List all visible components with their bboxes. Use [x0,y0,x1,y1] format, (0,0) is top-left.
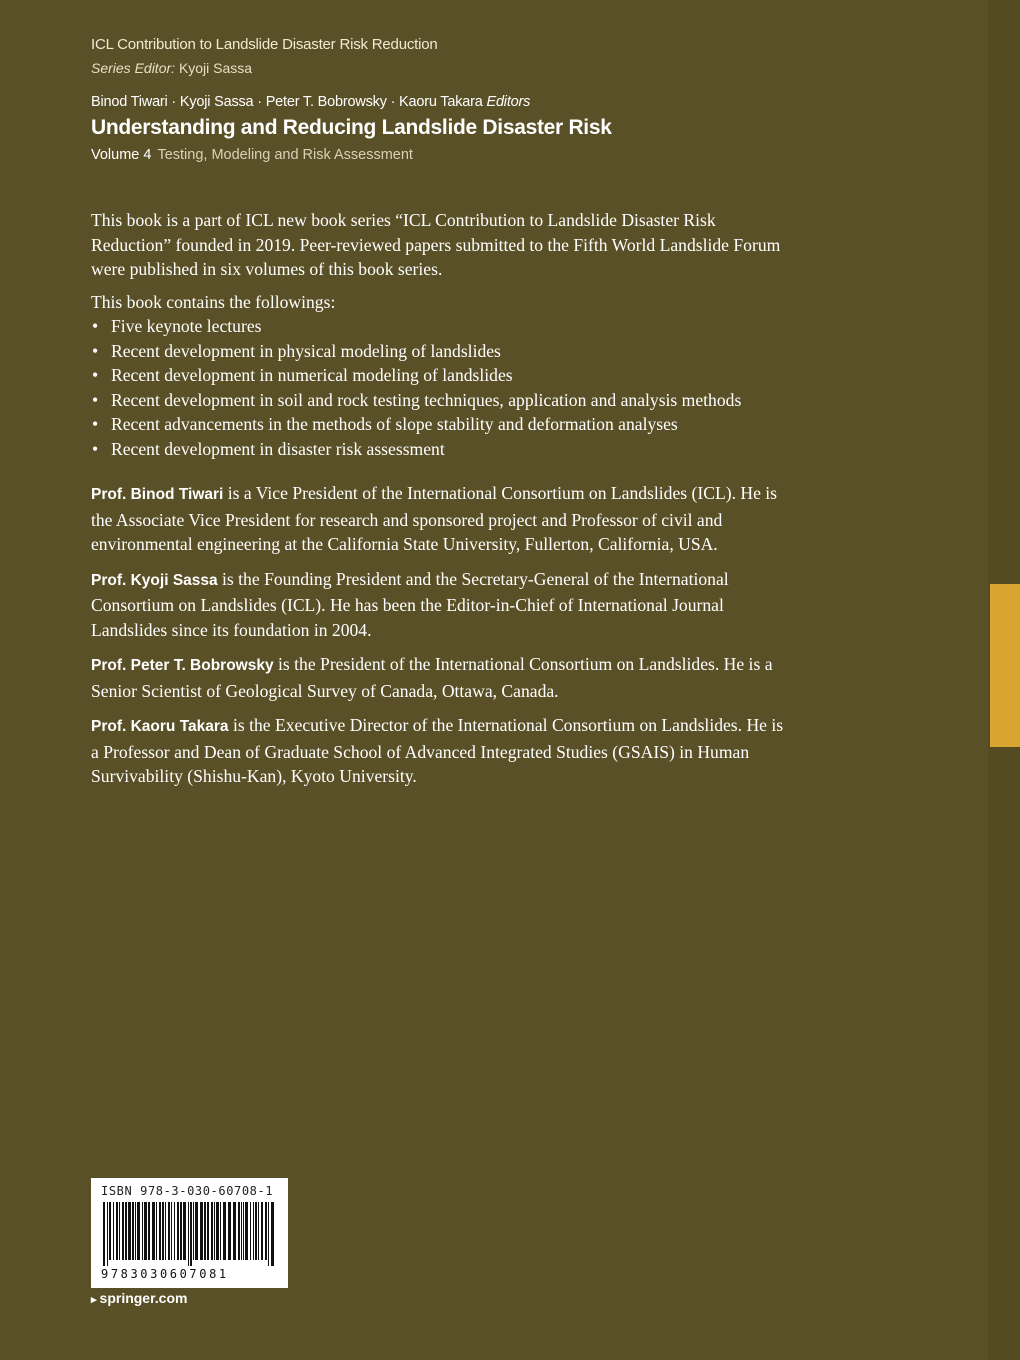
list-item: • Recent development in numerical modeling of landslides [91,363,791,388]
volume-line [91,144,791,166]
barcode-bar [119,1202,120,1260]
barcode-bar [125,1202,127,1260]
barcode-bar [132,1202,134,1260]
editors-role: Editors [486,94,531,110]
bio-text: is the Executive Director of the International Consortium on Landslides. He is a Professor and Dean of Graduate School of Advanced Integrated Studies (GSAIS) in Human Survivability (Shishu-Kan), Kyoto University. [91,715,784,786]
barcode-bar [171,1202,172,1260]
list-item: • Five keynote lectures [91,314,791,339]
barcode-bar [245,1202,248,1260]
bio-text: is the President of the International Consortium on Landslides. He is a Senior Scientist of Geological Survey of Canada, Ottawa, Canada. [91,654,773,701]
barcode-bar [113,1202,114,1260]
list-item: • Recent development in physical modeling of landslides [91,339,791,364]
contents-list [91,314,791,461]
blurb [91,208,791,789]
volume-label: Volume 4 [91,147,152,163]
barcode-bar [137,1202,140,1260]
barcode-bar [156,1202,157,1260]
bio-name: Prof. Kaoru Takara [91,718,229,735]
barcode-bar [168,1202,170,1260]
bio-text: is a Vice President of the International Consortium on Landslides (ICL). He is the Associate Vice President for research and sponsored project and Professor of civil and environmental engineering at the California State University, Fullerton, California, USA. [91,483,778,554]
barcode-bar [152,1202,155,1260]
bio-takara [91,713,791,789]
barcode-bar [174,1202,175,1260]
list-item: • Recent development in soil and rock testing techniques, application and analysis methods [91,388,791,413]
barcode-digits: 9783030607081 [101,1267,229,1281]
barcode-bar [142,1202,143,1260]
barcode-bar [193,1202,194,1260]
list-item: • Recent advancements in the methods of slope stability and deformation analyses [91,412,791,437]
barcode-bar [200,1202,203,1260]
barcode-bar [253,1202,254,1260]
barcode-bar [228,1202,231,1260]
barcode-bar [165,1202,166,1260]
editors-names: Binod Tiwari · Kyoji Sassa · Peter T. Bobrowsky · Kaoru Takara [91,94,483,110]
barcode-bar [241,1202,242,1260]
barcode-bar [103,1202,105,1266]
publisher-url: springer.com [99,1290,188,1306]
bio-sassa [91,567,791,643]
barcode-bar [220,1202,221,1260]
isbn-barcode [91,1178,288,1288]
spine-color-tab [990,584,1020,747]
barcode-bar [148,1202,150,1260]
barcode-bar [271,1202,274,1266]
barcode-bar [223,1202,226,1260]
barcode-bar [238,1202,240,1260]
barcode-bar [183,1202,186,1260]
series-title: ICL Contribution to Landslide Disaster Risk Reduction [91,36,438,53]
barcode-graphic [99,1202,280,1284]
list-item: • Recent development in disaster risk assessment [91,437,791,462]
book-title: Understanding and Reducing Landslide Disaster Risk [91,116,612,139]
volume-subtitle: Testing, Modeling and Risk Assessment [157,147,413,163]
series-editor-label: Series Editor: [91,60,176,76]
isbn-label: ISBN 978-3-030-60708-1 [101,1184,274,1198]
barcode-bar [211,1202,213,1260]
barcode-bar [214,1202,215,1260]
barcode-bar [216,1202,219,1260]
barcode-bar [243,1202,244,1260]
barcode-bar [180,1202,182,1260]
bio-name: Prof. Peter T. Bobrowsky [91,657,274,674]
editors-line [91,92,791,112]
barcode-bar [135,1202,136,1260]
bio-bobrowsky [91,652,791,703]
bio-text: is the Founding President and the Secretary-General of the International Consortium on Landslides (ICL). He has been the Editor-in-Chief of International Journal Landslides since its foundation in 2004. [91,568,729,640]
barcode-bar [261,1202,263,1260]
cover-header [91,34,791,166]
barcode-bar [268,1202,269,1266]
barcode-bar [190,1202,192,1266]
contents-lead: This book contains the followings: [91,291,336,312]
barcode-bar [255,1202,257,1260]
barcode-bar [122,1202,124,1260]
series-editor [91,58,791,78]
barcode-bar [204,1202,206,1260]
barcode-bar [109,1202,111,1260]
barcode-bar [207,1202,209,1260]
bio-tiwari [91,481,791,557]
bio-name: Prof. Binod Tiwari [91,486,224,503]
bio-name: Prof. Kyoji Sassa [91,571,218,589]
barcode-bar [265,1202,267,1260]
barcode-bar [250,1202,251,1260]
barcode-bar [162,1202,164,1260]
intro-paragraph: This book is a part of ICL new book series “ICL Contribution to Landslide Disaster Risk Reduction” founded in 2019. Peer-reviewed papers submitted to the Fifth World Landslide Forum were published in six volumes of this book series. [91,210,781,279]
barcode-bar [188,1202,189,1266]
barcode-bar [233,1202,236,1260]
publisher-link[interactable] [91,1290,187,1306]
barcode-bar [195,1202,198,1260]
barcode-bar [116,1202,118,1260]
arrow-icon: ▸ [91,1294,97,1306]
barcode-bar [258,1202,259,1260]
barcode-bar [159,1202,161,1260]
barcode-bar [144,1202,147,1260]
barcode-bar [177,1202,179,1260]
series-editor-name: Kyoji Sassa [178,60,253,76]
barcode-bar [128,1202,131,1260]
barcode-bar [107,1202,108,1266]
